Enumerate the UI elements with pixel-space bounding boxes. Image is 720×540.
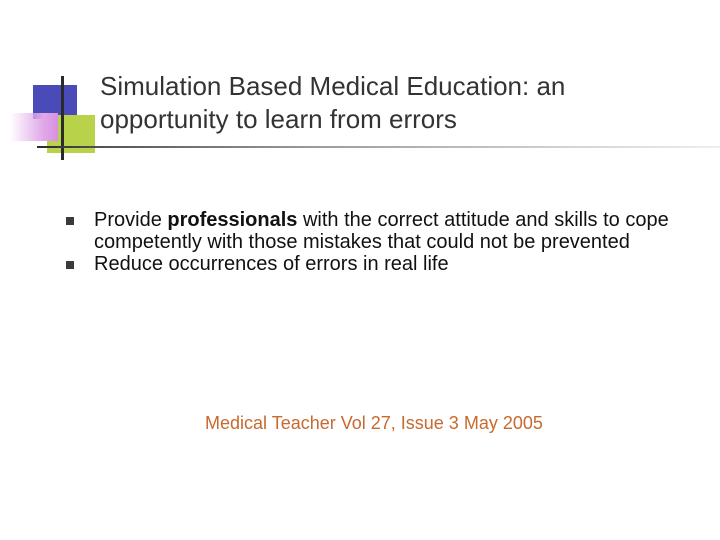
slide-title: Simulation Based Medical Education: an opportunity to learn from errors	[100, 71, 566, 134]
bullet-text-pre: Provide	[94, 209, 168, 231]
bullet-text-bold: professionals	[167, 209, 298, 231]
square-bullet-icon	[66, 217, 74, 225]
bullet-item	[66, 209, 686, 253]
citation: Medical Teacher Vol 27, Issue 3 May 2005	[205, 413, 543, 433]
bullet-text-post: with the correct attitude and skills to cope competently with those mistakes that could not be prevented	[94, 209, 669, 253]
bullet-text: Reduce occurrences of errors in real life	[94, 253, 449, 275]
bullet-item	[66, 253, 686, 275]
bullet-list	[66, 209, 686, 275]
title-underline	[37, 146, 720, 148]
decor-pink-bar	[10, 113, 58, 141]
square-bullet-icon	[66, 261, 74, 269]
